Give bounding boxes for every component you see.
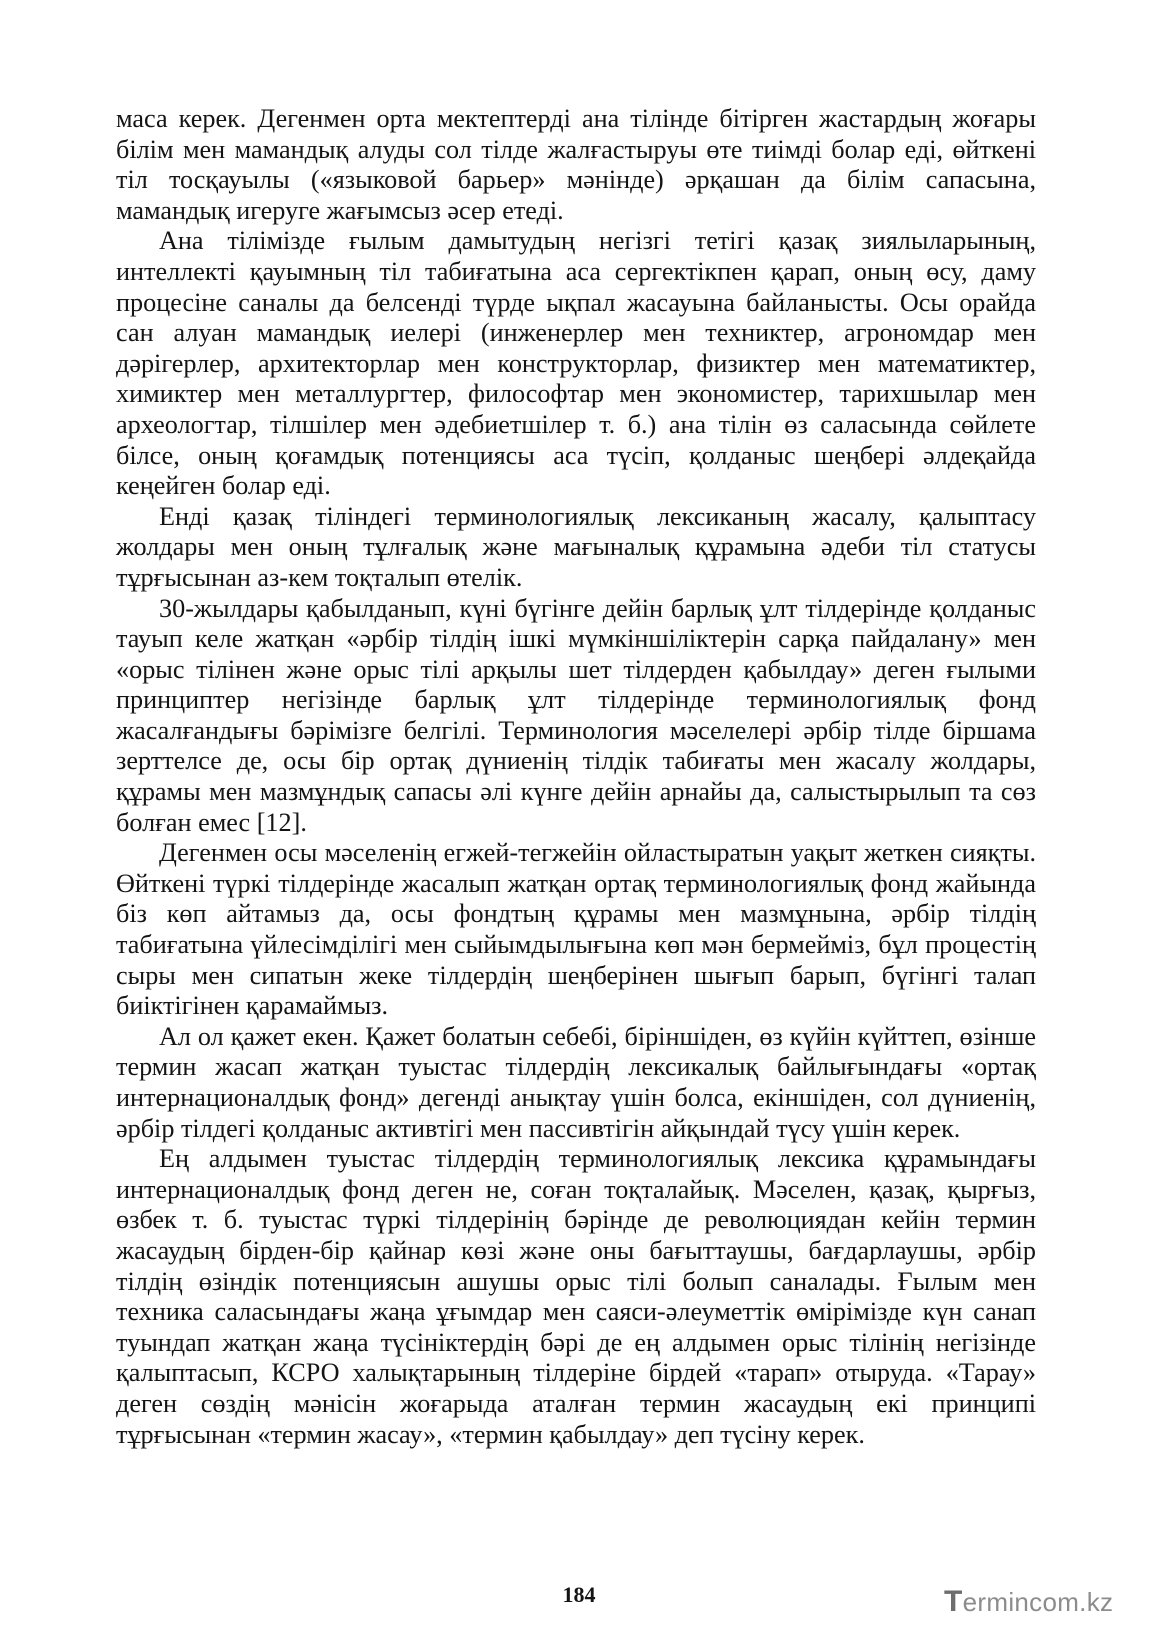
- paragraph-1: маса керек. Дегенмен орта мектептерді ана тілінде бітірген жастардың жоғары білім мен мамандық алуды сол тілде жалғастыруы өте тиімді болар еді, өйткені тіл тосқауылы («языковой барьер» мәнінде) әрқашан да білім сапасына, мамандық игеруге жағымсыз әсер етеді.: [116, 104, 1036, 225]
- paragraph-7: Ең алдымен туыстас тілдердің терминологиялық лексика құрамындағы интернационалдық фонд деген не, соған тоқталайық. Мәселен, қазақ, қырғыз, өзбек т. б. туыстас түркі тілдерінің бәрінде де революциядан кейін термин жасаудың бірден-бір қайнар көзі және оны бағыттаушы, бағдарлаушы, әрбір тілдің өзіндік потенциясын ашушы орыс тілі болып саналады. Ғылым мен техника саласындағы жаңа ұғымдар мен саяси-әлеуметтік өмірімізде күн санап туындап жатқан жаңа түсініктердің бәрі де ең алдымен орыс тілінің негізінде қалыптасып, КСРО халықтарының тілдеріне бірдей «тарап» отыруда. «Тарау» деген сөздің мәнісін жоғарыда аталған термин жасаудың екі принципі тұрғысынан «термин жасау», «термин қабылдау» деп түсіну керек.: [116, 1144, 1036, 1449]
- watermark-text: ermincom.kz: [962, 1587, 1114, 1617]
- watermark-logo: [944, 1585, 1113, 1619]
- watermark-t-mark: T: [944, 1585, 963, 1618]
- page-text: [116, 104, 1036, 1450]
- paragraph-4: 30-жылдары қабылданып, күні бүгінге дейін барлық ұлт тілдерінде қолданыс тауып келе жатқан «әрбір тілдің ішкі мүмкіншіліктерін сарқа пайдалану» мен «орыс тілінен және орыс тілі арқылы шет тілдерден қабылдау» деген ғылыми принциптер негізінде барлық ұлт тілдерінде терминологиялық фонд жасалғандығы бәрімізге белгілі. Терминология мәселелері әрбір тілде біршама зерттелсе де, осы бір ортақ дүниенің тілдік табиғаты мен жасалу жолдары, құрамы мен мазмұндық сапасы әлі күнге дейін арнайы да, салыстырылып та сөз болған емес [12].: [116, 593, 1036, 837]
- paragraph-2: Ана тілімізде ғылым дамытудың негізгі тетігі қазақ зиялыларының, интеллекті қауымның тіл табиғатына аса сергектікпен қарап, оның өсу, даму процесіне саналы да белсенді түрде ықпал жасауына байланысты. Осы орайда сан алуан мамандық иелері (инженерлер мен техниктер, агрономдар мен дәрігерлер, архитекторлар мен конструкторлар, физиктер мен математиктер, химиктер мен металлургтер, философтар мен экономистер, тарихшылар мен археологтар, тілшілер мен әдебиетшілер т. б.) ана тілін өз саласында сөйлете білсе, оның қоғамдық потенциясы аса түсіп, қолданыс шеңбері әлдеқайда кеңейген болар еді.: [116, 226, 1036, 501]
- paragraph-6: Ал ол қажет екен. Қажет болатын себебі, біріншіден, өз күйін күйттеп, өзінше термин жасап жатқан туыстас тілдердің лексикалық байлығындағы «ортақ интернационалдық фонд» дегенді анықтау үшін болса, екіншіден, сол дүниенің, әрбір тілдегі қолданыс активтігі мен пассивтігін айқындай түсу үшін керек.: [116, 1021, 1036, 1143]
- paragraph-5: Дегенмен осы мәселенің егжей-тегжейін ойластыратын уақыт жеткен сияқты. Өйткені түркі тілдерінде жасалып жатқан ортақ терминологиялық фонд жайында біз көп айтамыз да, осы фондтың құрамы мен мазмұнына, әрбір тілдің табиғатына үйлесімділігі мен сыйымдылығына көп мән бермейміз, бұл процестің сыры мен сипатын жеке тілдердің шеңберінен шығып барып, бүгінгі талап биіктігінен қарамаймыз.: [116, 838, 1036, 1021]
- page-number: 184: [562, 1582, 596, 1607]
- paragraph-3: Енді қазақ тіліндегі терминологиялық лексиканың жасалу, қалыптасу жолдары мен оның тұлғалық және мағыналық құрамына әдеби тіл статусы тұрғысынан аз-кем тоқталып өтелік.: [116, 501, 1036, 592]
